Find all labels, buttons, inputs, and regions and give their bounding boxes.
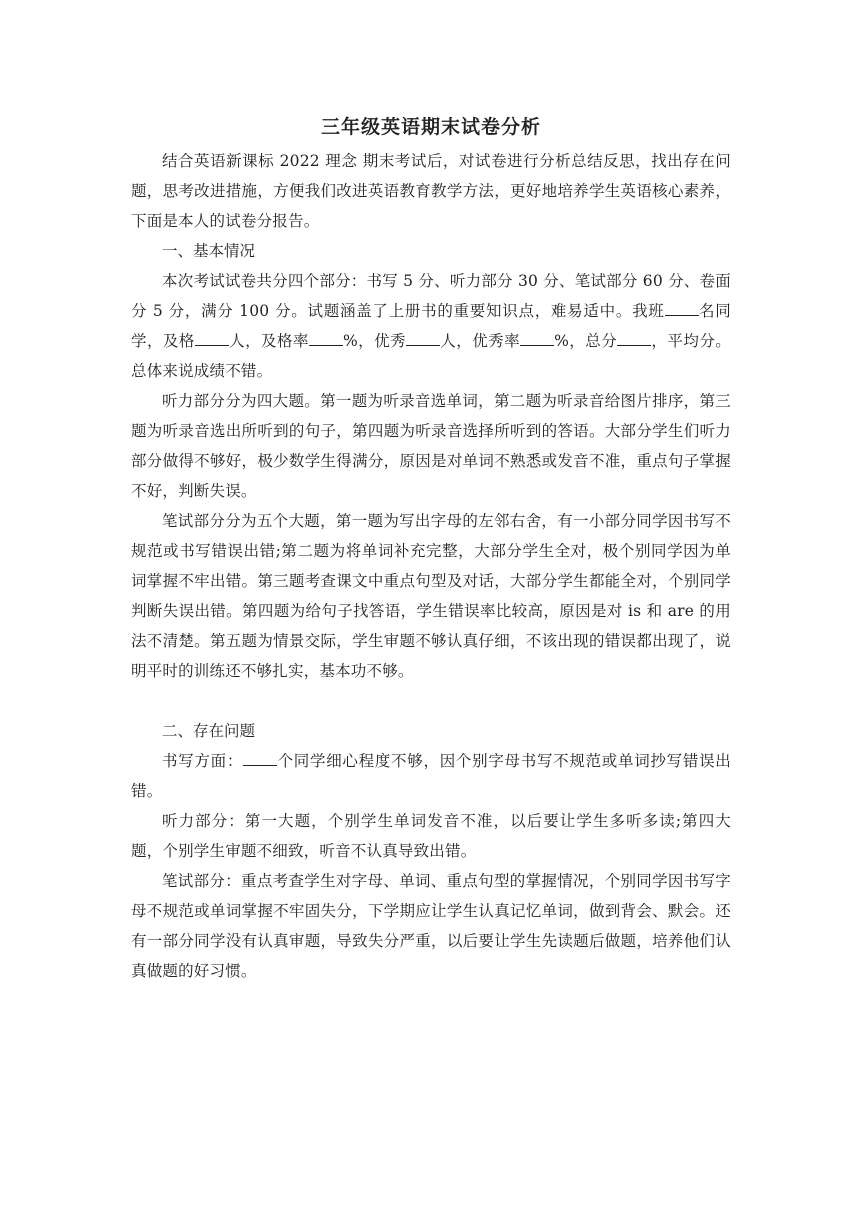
intro-paragraph: 结合英语新课标 2022 理念 期末考试后，对试卷进行分析总结反思，找出存在问题，思考改进措施，方便我们改进英语教育教学方法，更好地培养学生英语核心素养，下面是本人的试卷分报告。 — [131, 152, 731, 230]
basic-info-paragraph — [131, 266, 731, 386]
text-run: 人，优秀率 — [440, 332, 521, 350]
text-run: 书写方面： — [162, 752, 244, 770]
blank-excellent-count — [406, 330, 440, 346]
text-run: 本次考试试卷共分四个部分：书写 5 分、听力部分 30 分、笔试部分 60 分、卷面分 5 分，满分 100 分。试题涵盖了上册书的重要知识点，难易适中。我班 — [131, 272, 731, 320]
written-paragraph: 笔试部分分为五个大题，第一题为写出字母的左邻右舍，有一小部分同学因书写不规范或书写错误出错;第二题为将单词补充完整，大部分学生全对，极个别同学因为单词掌握不牢出错。第三题考查课文中重点句型及对话，大部分学生都能全对，个别同学判断失误出错。第四题为给句子找答语，学生错误率比较高，原因是对 is 和 are 的用法不清楚。第五题为情景交际，学生审题不够认真仔细，不该出现的错误都出现了，说明平时的训练还不够扎实，基本功不够。 — [131, 512, 731, 680]
spacer — [131, 686, 731, 716]
text-run: 个同学细心程度不够，因个别字母书写不规范或单词抄写错误出错。 — [131, 752, 731, 800]
blank-student-count — [665, 300, 699, 316]
listening-problem-paragraph: 听力部分：第一大题，个别学生单词发音不准，以后要让学生多听多读;第四大题，个别学生审题不细致，听音不认真导致出错。 — [131, 812, 731, 860]
section-heading-basic: 一、基本情况 — [162, 242, 256, 260]
document-title: 三年级英语期末试卷分析 — [320, 116, 541, 138]
text-run: ，平均分。总体来说成绩不错。 — [131, 332, 731, 380]
text-run: %，总分 — [554, 332, 618, 350]
blank-pass-rate — [309, 330, 343, 346]
blank-total-score — [617, 330, 651, 346]
text-run: 人，及格率 — [228, 332, 309, 350]
blank-excellent-rate — [520, 330, 554, 346]
document-page — [131, 112, 731, 986]
listening-paragraph: 听力部分分为四大题。第一题为听录音选单词，第二题为听录音给图片排序，第三题为听录音选出所听到的句子，第四题为听录音选择所听到的答语。大部分学生们听力部分做得不够好，极少数学生得满分，原因是对单词不熟悉或发音不准，重点句子掌握不好，判断失误。 — [131, 392, 731, 500]
written-problem-paragraph: 笔试部分：重点考查学生对字母、单词、重点句型的掌握情况，个别同学因书写字母不规范或单词掌握不牢固失分，下学期应让学生认真记忆单词，做到背会、默会。还有一部分同学没有认真审题，导致失分严重，以后要让学生先读题后做题，培养他们认真做题的好习惯。 — [131, 872, 731, 980]
writing-problem-paragraph — [131, 746, 731, 806]
text-run: %，优秀 — [342, 332, 407, 350]
text-run: 名同学，及格 — [131, 302, 731, 350]
section-heading-problems: 二、存在问题 — [162, 722, 256, 740]
blank-pass-count — [195, 330, 229, 346]
blank-student-number — [243, 750, 277, 766]
